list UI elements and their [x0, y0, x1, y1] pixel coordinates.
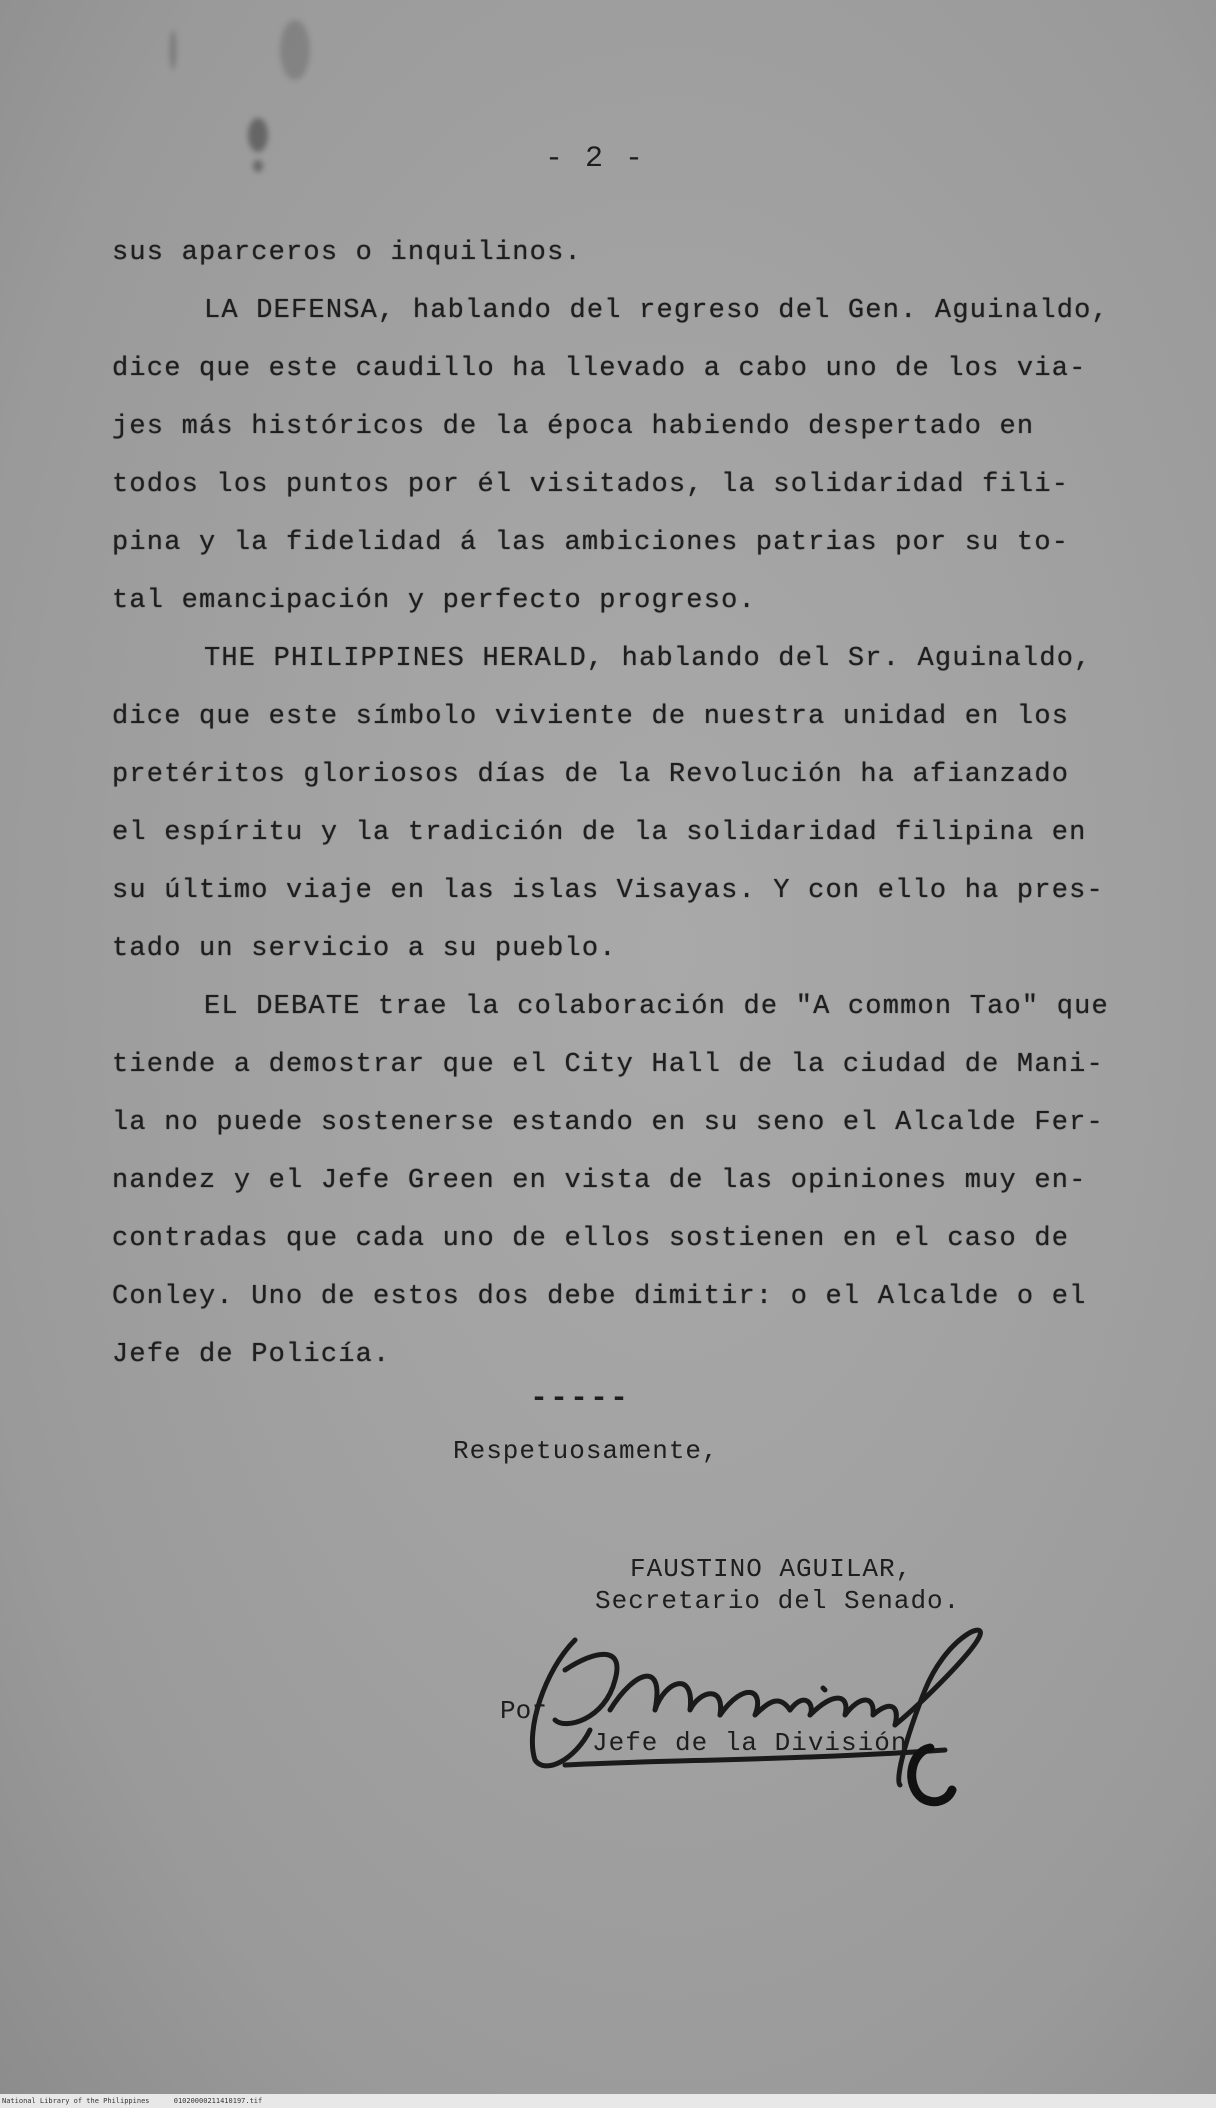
- ink-blot: [280, 20, 310, 80]
- signatory-name: FAUSTINO AGUILAR,: [630, 1554, 913, 1584]
- text-line: tal emancipación y perfecto progreso.: [112, 586, 756, 616]
- text-line: contradas que cada uno de ellos sostienen en el caso de: [112, 1224, 1070, 1254]
- text-line: el espíritu y la tradición de la solidaridad filipina en: [112, 818, 1087, 848]
- closing-salutation: Respetuosamente,: [453, 1436, 719, 1466]
- scan-footer: [0, 2094, 1216, 2108]
- text-line: THE PHILIPPINES HERALD, hablando del Sr. Aguinaldo,: [204, 644, 1092, 674]
- ink-blot: [253, 160, 263, 172]
- body-text: [112, 224, 1142, 1384]
- ink-mark: [900, 1740, 960, 1810]
- footer-institution: National Library of the Philippines: [2, 2097, 150, 2105]
- ink-blot: [248, 118, 268, 152]
- text-line: tado un servicio a su pueblo.: [112, 934, 617, 964]
- por-label: Por: [500, 1696, 547, 1726]
- text-line: pina y la fidelidad á las ambiciones patrias por su to-: [112, 528, 1070, 558]
- text-line: Jefe de Policía.: [112, 1340, 391, 1370]
- text-line: su último viaje en las islas Visayas. Y con ello ha pres-: [112, 876, 1104, 906]
- text-line: dice que este símbolo viviente de nuestra unidad en los: [112, 702, 1070, 732]
- text-line: nandez y el Jefe Green en vista de las opiniones muy en-: [112, 1166, 1087, 1196]
- text-line: todos los puntos por él visitados, la solidaridad fili-: [112, 470, 1070, 500]
- page-number: - 2 -: [545, 142, 646, 176]
- text-line: sus aparceros o inquilinos.: [112, 238, 582, 268]
- text-line: jes más históricos de la época habiendo despertado en: [112, 412, 1035, 442]
- text-line: EL DEBATE trae la colaboración de "A common Tao" que: [204, 992, 1109, 1022]
- signatory-title: Secretario del Senado.: [595, 1586, 961, 1616]
- text-line: pretéritos gloriosos días de la Revolución ha afianzado: [112, 760, 1070, 790]
- division-title: Jefe de la División: [592, 1728, 908, 1758]
- text-line: LA DEFENSA, hablando del regreso del Gen. Aguinaldo,: [204, 296, 1109, 326]
- section-separator: -----: [530, 1382, 631, 1416]
- text-line: tiende a demostrar que el City Hall de la ciudad de Mani-: [112, 1050, 1104, 1080]
- text-line: dice que este caudillo ha llevado a cabo uno de los via-: [112, 354, 1087, 384]
- ink-blot: [170, 30, 176, 70]
- footer-file-id: 01020000211410197.tif: [173, 2097, 263, 2105]
- text-line: Conley. Uno de estos dos debe dimitir: o el Alcalde o el: [112, 1282, 1087, 1312]
- text-line: la no puede sostenerse estando en su seno el Alcalde Fer-: [112, 1108, 1104, 1138]
